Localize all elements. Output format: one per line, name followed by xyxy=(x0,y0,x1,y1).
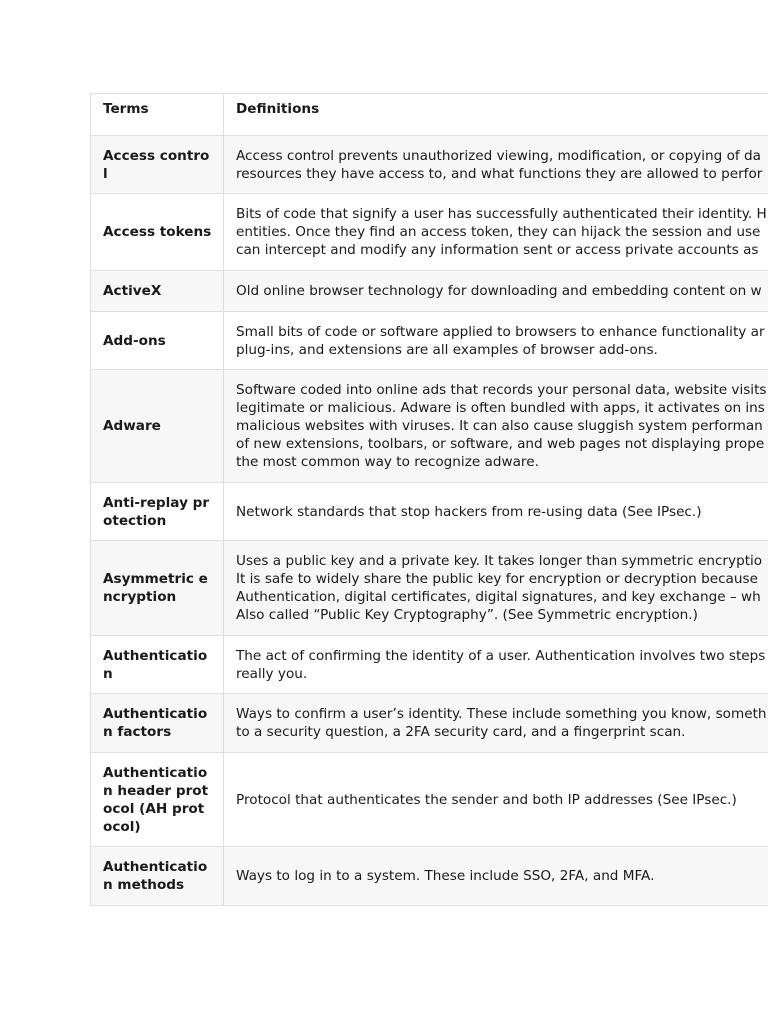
definition-line: Protocol that authenticates the sender and both IP addresses (See IPsec.) xyxy=(236,791,737,808)
definition-line: Bits of code that signify a user has successfully authenticated their identity. H xyxy=(236,206,767,222)
terms-column-header: Terms xyxy=(91,94,224,136)
definition-line: Ways to log in to a system. These include SSO, 2FA, and MFA. xyxy=(236,868,655,884)
table-row xyxy=(91,636,768,694)
term-cell: Adware xyxy=(91,370,224,483)
definition-line: Ways to confirm a user’s identity. These include something you know, someth xyxy=(236,706,767,722)
definition-cell xyxy=(224,370,768,483)
definition-line: Also called “Public Key Cryptography”. (See Symmetric encryption.) xyxy=(236,607,698,623)
term-cell: Authentication methods xyxy=(91,847,224,906)
definition-line: to a security question, a 2FA security card, and a fingerprint scan. xyxy=(236,724,686,740)
definition-line: of new extensions, toolbars, or software, and web pages not displaying prope xyxy=(236,436,765,452)
definition-line: entities. Once they find an access token, they can hijack the session and use xyxy=(236,224,761,240)
definition-line: plug-ins, and extensions are all examples of browser add-ons. xyxy=(236,341,658,358)
definition-line: Authentication, digital certificates, digital signatures, and key exchange – wh xyxy=(236,589,761,605)
definition-cell xyxy=(224,847,768,906)
definition-cell xyxy=(224,312,768,370)
glossary-body xyxy=(91,136,768,906)
glossary-table-container xyxy=(90,93,768,906)
table-row xyxy=(91,271,768,312)
table-row xyxy=(91,194,768,271)
definition-line: really you. xyxy=(236,665,308,682)
definition-line: the most common way to recognize adware. xyxy=(236,454,539,470)
definition-cell xyxy=(224,271,768,312)
definition-line: legitimate or malicious. Adware is often bundled with apps, it activates on ins xyxy=(236,400,765,416)
table-row xyxy=(91,312,768,370)
term-cell: Add-ons xyxy=(91,312,224,370)
definition-line: resources they have access to, and what functions they are allowed to perfor xyxy=(236,165,763,182)
definition-cell xyxy=(224,694,768,753)
definition-line: It is safe to widely share the public key for encryption or decryption because xyxy=(236,571,758,587)
definition-cell xyxy=(224,136,768,194)
term-cell: Access tokens xyxy=(91,194,224,271)
table-header-row xyxy=(91,94,768,136)
definition-line: Software coded into online ads that records your personal data, website visits xyxy=(236,382,767,398)
definitions-column-header: Definitions xyxy=(224,94,768,136)
term-cell: Authentication xyxy=(91,636,224,694)
table-row xyxy=(91,753,768,847)
definition-line: Uses a public key and a private key. It takes longer than symmetric encryptio xyxy=(236,553,763,569)
table-row xyxy=(91,483,768,541)
definition-line: Old online browser technology for downloading and embedding content on w xyxy=(236,283,762,299)
term-cell: Authentication factors xyxy=(91,694,224,753)
table-row xyxy=(91,847,768,906)
term-cell: ActiveX xyxy=(91,271,224,312)
definition-line: malicious websites with viruses. It can also cause sluggish system performan xyxy=(236,418,763,434)
definition-line: can intercept and modify any information sent or access private accounts as xyxy=(236,242,759,258)
glossary-table xyxy=(90,93,768,906)
definition-cell xyxy=(224,194,768,271)
definition-cell xyxy=(224,541,768,636)
definition-line: Network standards that stop hackers from re-using data (See IPsec.) xyxy=(236,503,702,520)
table-row xyxy=(91,136,768,194)
table-row xyxy=(91,370,768,483)
definition-line: The act of confirming the identity of a user. Authentication involves two steps xyxy=(236,647,766,664)
term-cell: Authentication header protocol (AH protocol) xyxy=(91,753,224,847)
term-cell: Anti-replay protection xyxy=(91,483,224,541)
table-row xyxy=(91,694,768,753)
table-row xyxy=(91,541,768,636)
definition-cell xyxy=(224,753,768,847)
definition-line: Small bits of code or software applied to browsers to enhance functionality ar xyxy=(236,323,765,340)
definition-cell xyxy=(224,483,768,541)
term-cell: Access control xyxy=(91,136,224,194)
definition-cell xyxy=(224,636,768,694)
definition-line: Access control prevents unauthorized viewing, modification, or copying of da xyxy=(236,147,761,164)
term-cell: Asymmetric encryption xyxy=(91,541,224,636)
